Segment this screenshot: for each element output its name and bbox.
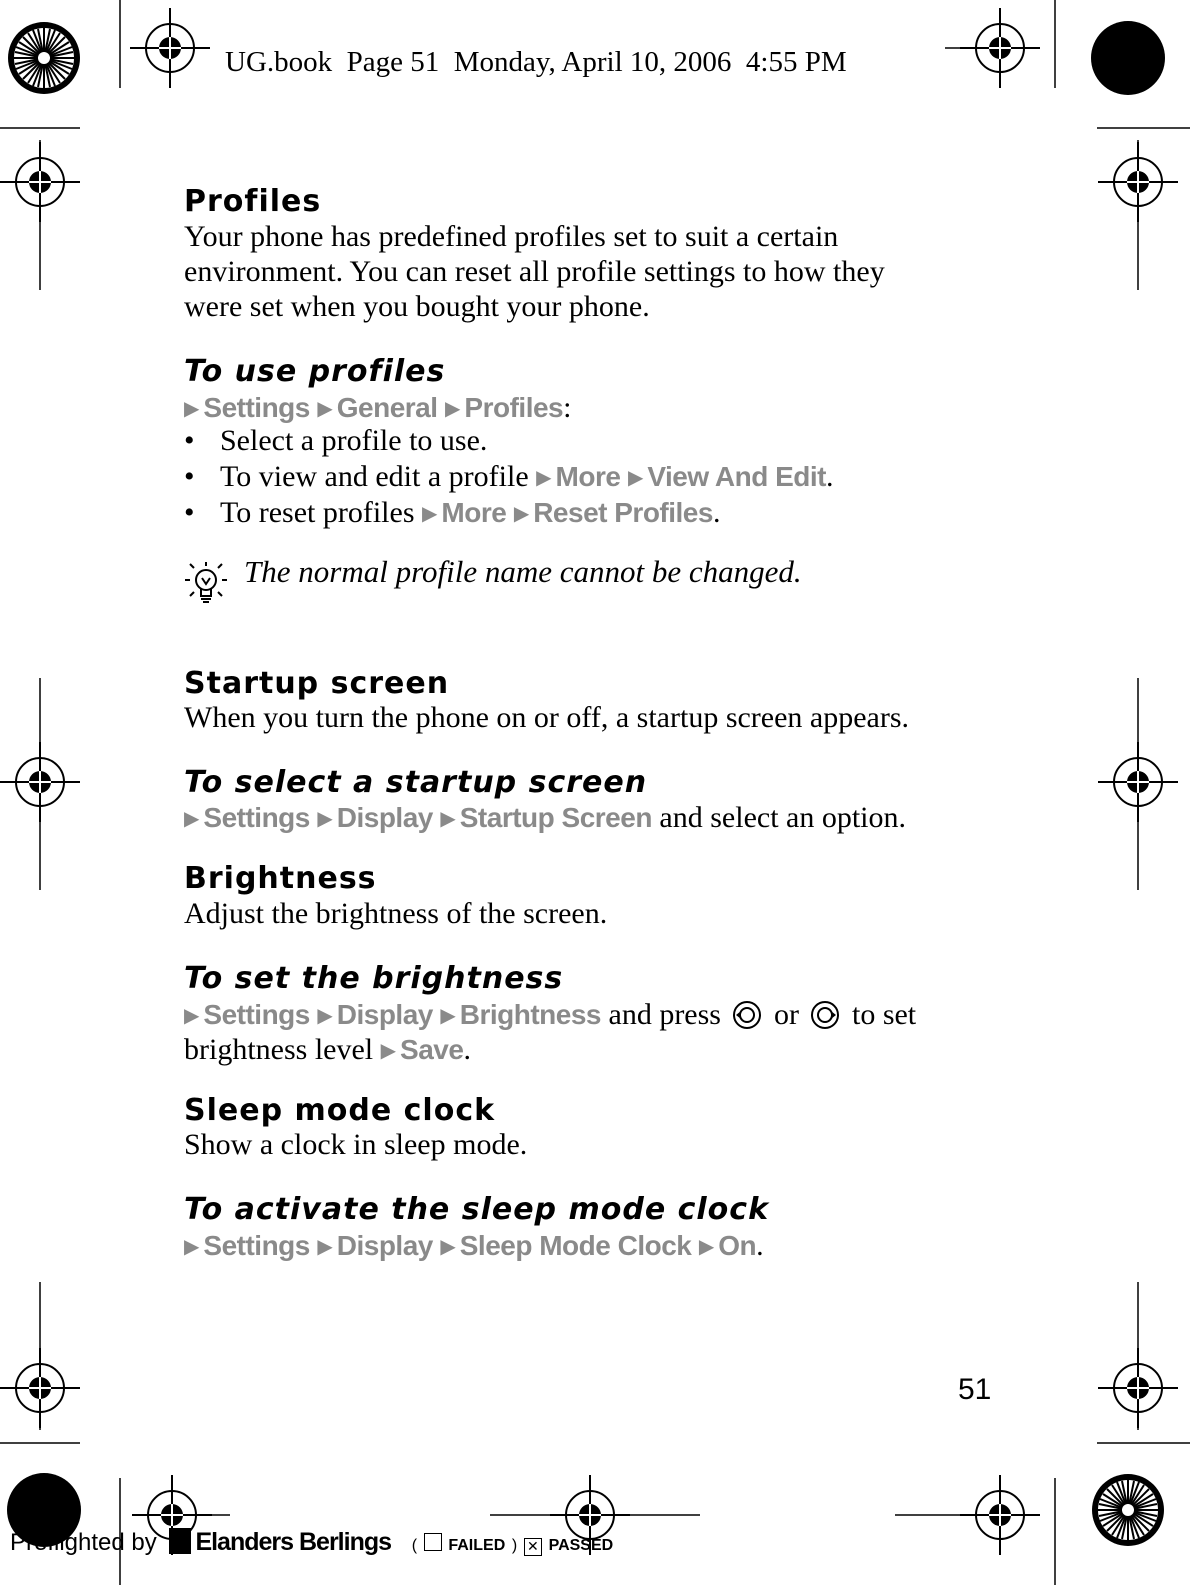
triangle-right-icon: ▶	[513, 501, 530, 525]
path-text: and press	[601, 998, 729, 1031]
bullet-text: To reset profiles	[220, 496, 423, 529]
tip-text: The normal profile name cannot be changed.	[244, 554, 802, 589]
menu-item-settings: Settings	[203, 802, 310, 833]
menu-item-view-and-edit: View And Edit	[647, 461, 826, 492]
profiles-intro-line: Your phone has predefined profiles set to suit a certain	[184, 220, 839, 253]
triangle-right-icon: ▶	[184, 806, 200, 830]
menu-item-settings: Settings	[203, 392, 310, 423]
running-head: UG.book Page 51 Monday, April 10, 2006 4:55 PM	[225, 46, 847, 78]
bullet-text: Select a profile to use.	[220, 424, 488, 457]
triangle-right-icon: ▶	[380, 1038, 397, 1062]
registration-mark-icon	[0, 1348, 80, 1428]
menu-item-sleep-mode-clock: Sleep Mode Clock	[459, 1230, 692, 1261]
failed-checkbox-icon	[424, 1533, 442, 1551]
sleep-intro: Show a clock in sleep mode.	[184, 1128, 528, 1161]
triangle-right-icon: ▶	[184, 1234, 200, 1258]
menu-item-display: Display	[336, 1230, 433, 1261]
menu-path-sleep	[184, 1228, 764, 1266]
triangle-right-icon: ▶	[536, 465, 552, 489]
profiles-intro-line: environment. You can reset all profile settings to how they	[184, 255, 885, 288]
menu-path-startup	[184, 800, 906, 838]
color-wheel-icon	[1092, 1474, 1164, 1546]
task-title-set-brightness: To set the brightness	[184, 961, 564, 996]
registration-mark-icon	[0, 742, 80, 822]
preflight-stamp	[10, 1528, 613, 1557]
section-title-profiles: Profiles	[184, 184, 322, 219]
list-item	[184, 424, 487, 458]
triangle-right-icon: ▶	[440, 806, 456, 830]
bullet-end: .	[712, 496, 721, 529]
navigation-key-left-icon	[732, 1000, 762, 1030]
path-suffix: and select an option.	[651, 801, 907, 834]
menu-item-reset-profiles: Reset Profiles	[533, 497, 713, 528]
path-suffix: .	[463, 1033, 471, 1066]
triangle-right-icon: ▶	[422, 501, 438, 525]
menu-path-profiles	[184, 390, 571, 428]
registration-mark-icon	[130, 8, 210, 88]
triangle-right-icon: ▶	[698, 1234, 715, 1258]
bullet-icon: •	[184, 496, 195, 529]
section-title-sleep-mode-clock: Sleep mode clock	[184, 1093, 496, 1128]
menu-item-general: General	[336, 392, 438, 423]
bullet-text: To view and edit a profile	[220, 460, 537, 493]
triangle-right-icon: ▶	[317, 396, 333, 420]
triangle-right-icon: ▶	[445, 396, 461, 420]
registration-mark-icon	[960, 1475, 1040, 1555]
open-paren: (	[411, 1537, 418, 1554]
bullet-icon: •	[184, 424, 195, 457]
menu-item-display: Display	[336, 999, 433, 1030]
registration-mark-icon	[1098, 142, 1178, 222]
triangle-right-icon: ▶	[317, 1234, 333, 1258]
menu-item-on: On	[718, 1230, 757, 1261]
profiles-intro	[184, 219, 984, 324]
bullet-icon: •	[184, 460, 195, 493]
path-suffix: .	[756, 1229, 764, 1262]
triangle-right-icon: ▶	[440, 1003, 456, 1027]
black-disc-icon	[1091, 21, 1165, 95]
menu-path-brightness	[184, 997, 916, 1035]
menu-item-settings: Settings	[203, 999, 310, 1030]
preflighted-by-text: Preflighted by	[10, 1529, 157, 1556]
section-title-brightness: Brightness	[184, 861, 377, 896]
registration-mark-icon	[1098, 1348, 1178, 1428]
path-text: or	[766, 998, 807, 1031]
menu-item-more: More	[441, 497, 507, 528]
menu-item-display: Display	[336, 802, 433, 833]
brightness-intro: Adjust the brightness of the screen.	[184, 897, 608, 930]
menu-item-save: Save	[400, 1034, 464, 1065]
profiles-intro-line: were set when you bought your phone.	[184, 290, 650, 323]
list-item	[184, 460, 833, 494]
menu-item-brightness: Brightness	[459, 999, 601, 1030]
triangle-right-icon: ▶	[184, 1003, 200, 1027]
triangle-right-icon: ▶	[184, 396, 200, 420]
startup-intro: When you turn the phone on or off, a startup screen appears.	[184, 701, 910, 734]
menu-item-settings: Settings	[203, 1230, 310, 1261]
failed-label: FAILED	[448, 1537, 506, 1554]
bullet-end: .	[825, 460, 834, 493]
passed-checkbox-icon: ✕	[524, 1538, 542, 1556]
task-title-use-profiles: To use profiles	[184, 354, 446, 389]
navigation-key-right-icon	[810, 1000, 840, 1030]
passed-label: PASSED	[548, 1537, 614, 1554]
section-title-startup-screen: Startup screen	[184, 666, 450, 701]
page-number: 51	[958, 1373, 992, 1406]
menu-item-startup-screen: Startup Screen	[459, 802, 652, 833]
triangle-right-icon: ▶	[317, 1003, 333, 1027]
list-item	[184, 496, 720, 530]
task-title-select-startup: To select a startup screen	[184, 765, 648, 800]
path-text: brightness level	[184, 1033, 381, 1066]
registration-mark-icon	[1098, 742, 1178, 822]
menu-item-profiles: Profiles	[464, 392, 564, 423]
elanders-logo-icon	[169, 1528, 191, 1554]
company-name: Elanders Berlings	[195, 1528, 392, 1556]
path-text: to set	[844, 998, 917, 1031]
triangle-right-icon: ▶	[317, 806, 333, 830]
triangle-right-icon: ▶	[440, 1234, 456, 1258]
registration-mark-icon	[0, 142, 80, 222]
color-wheel-icon	[8, 22, 80, 94]
registration-mark-icon	[960, 8, 1040, 88]
menu-item-more: More	[555, 461, 621, 492]
close-paren: )	[511, 1537, 518, 1554]
lightbulb-icon	[180, 558, 232, 610]
task-title-activate-sleep-clock: To activate the sleep mode clock	[184, 1192, 770, 1227]
menu-path-brightness-line2	[184, 1032, 471, 1070]
path-suffix: :	[563, 391, 572, 424]
triangle-right-icon: ▶	[627, 465, 644, 489]
